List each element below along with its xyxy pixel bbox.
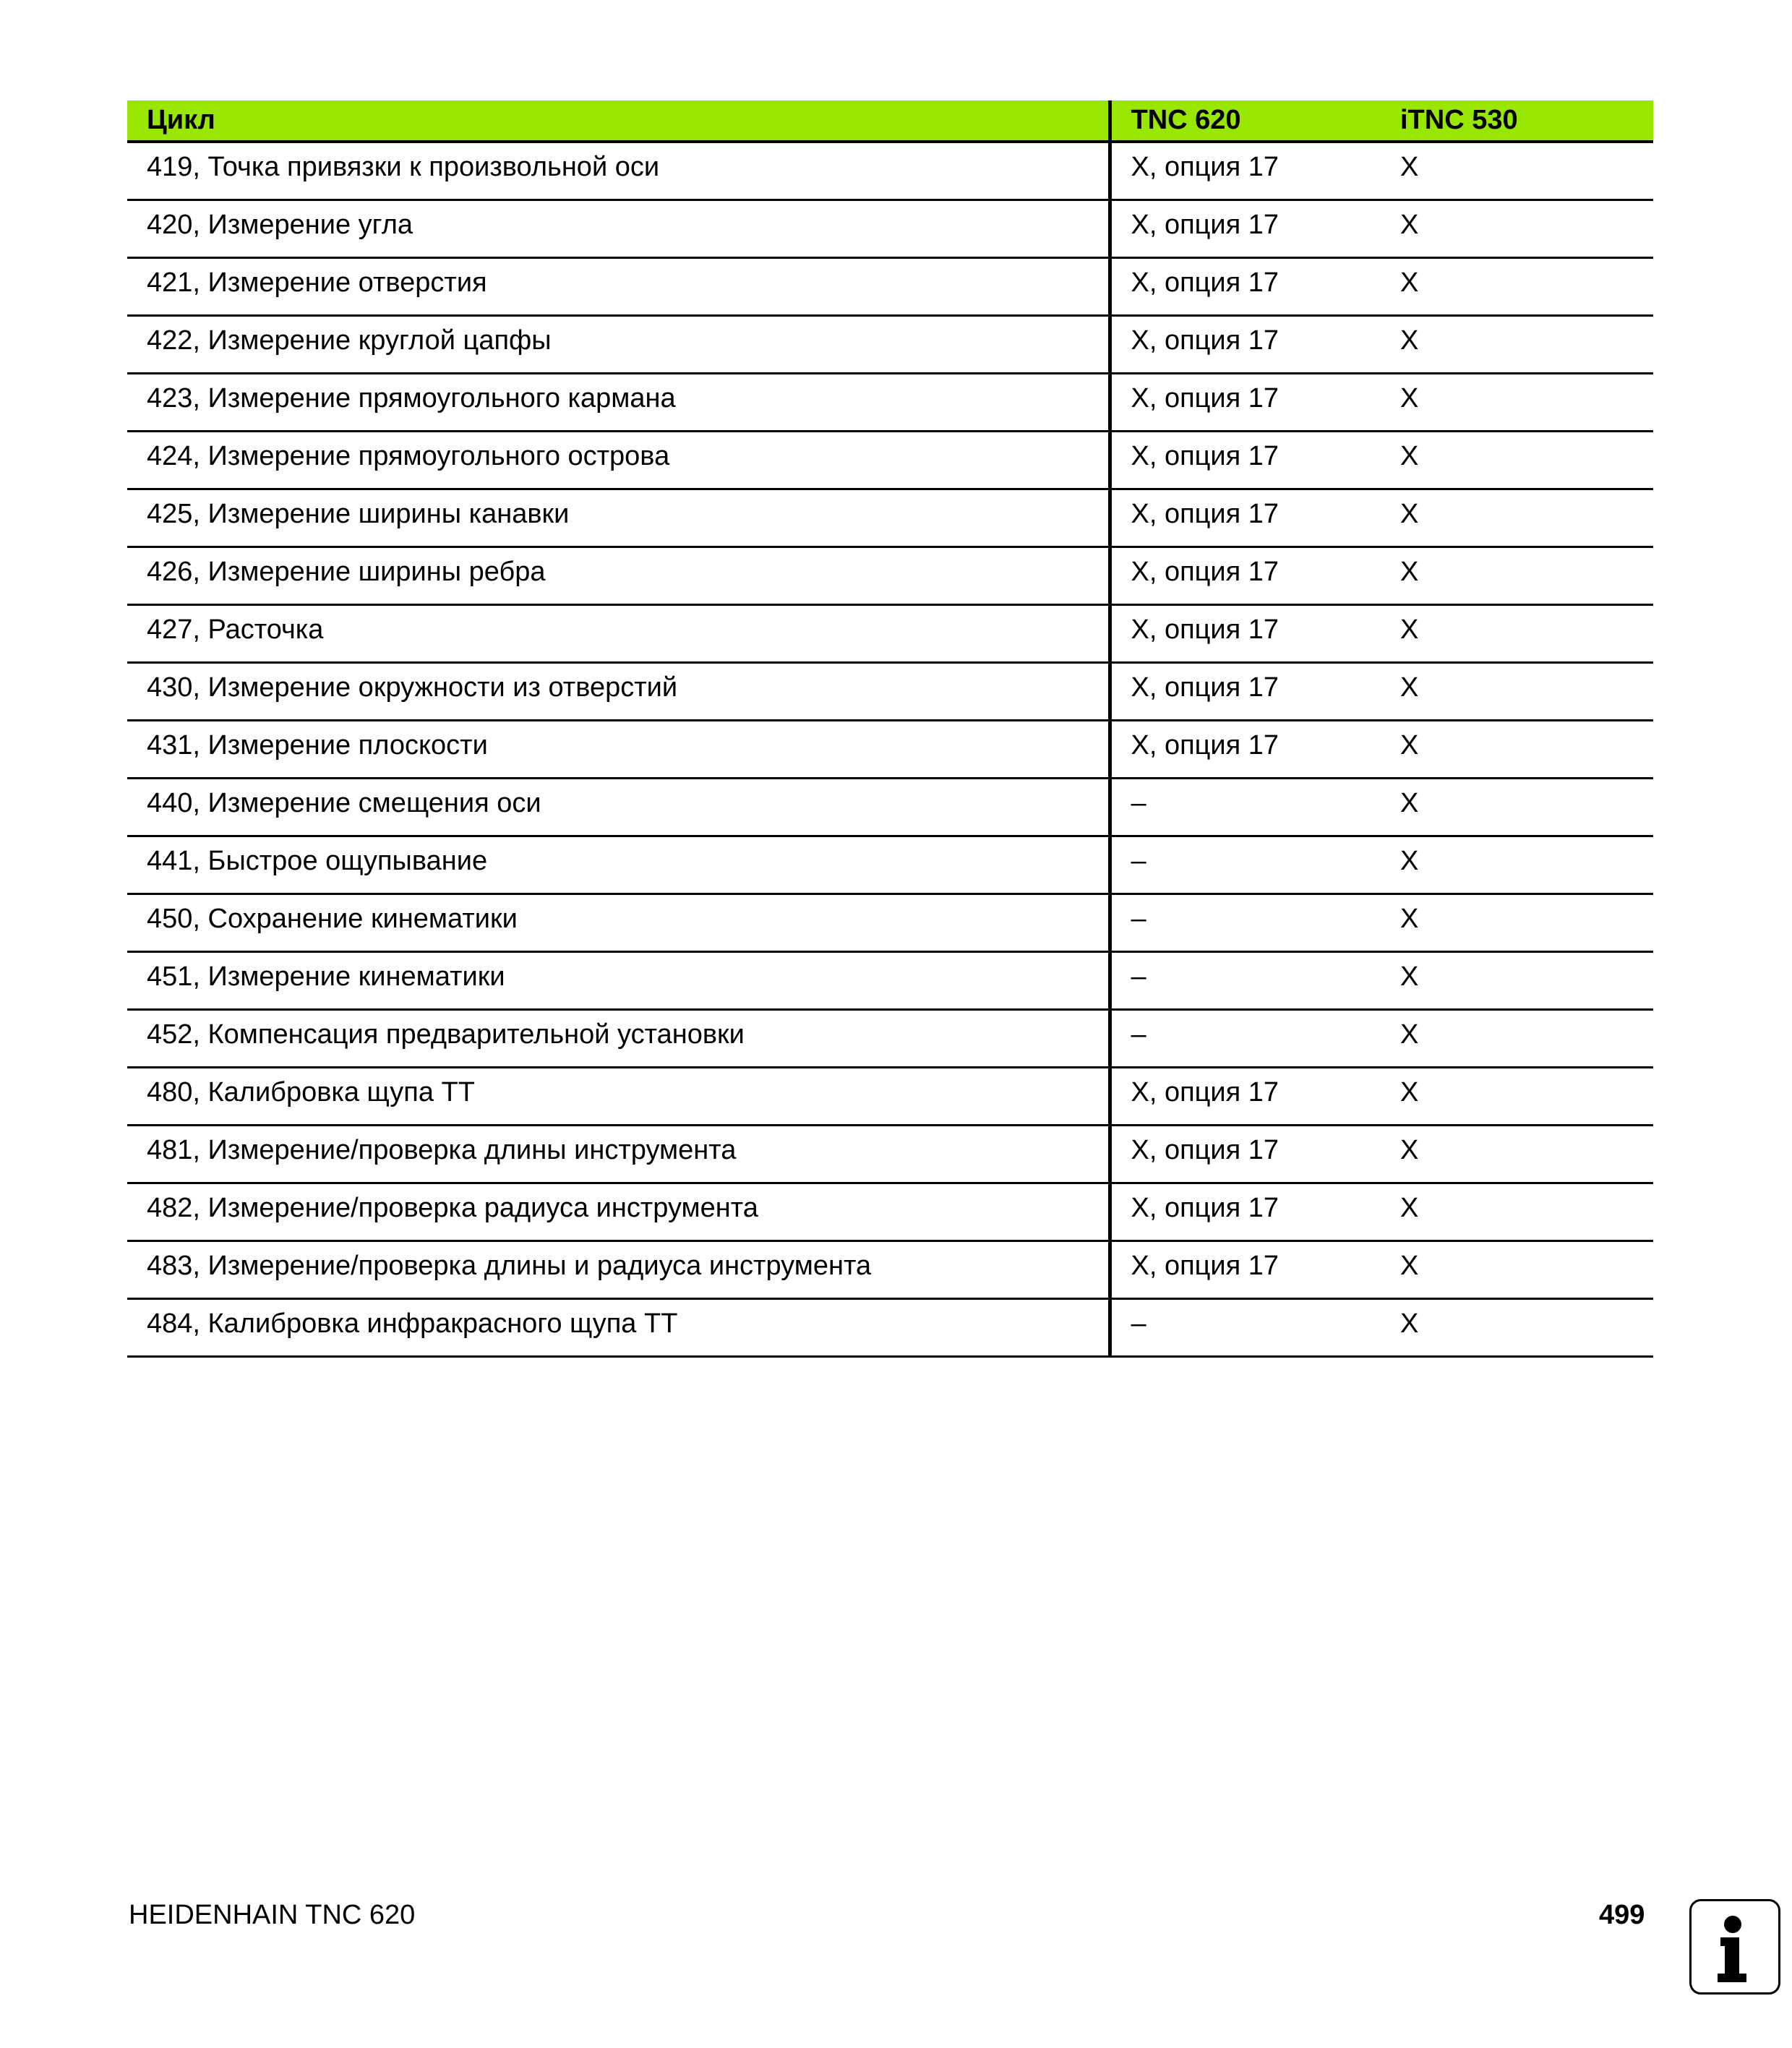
- cell-itnc530: X: [1381, 720, 1653, 778]
- cell-tnc620: X, опция 17: [1110, 1067, 1381, 1125]
- cell-tnc620: X, опция 17: [1110, 431, 1381, 489]
- cell-tnc620: –: [1110, 836, 1381, 894]
- cell-tnc620: X, опция 17: [1110, 720, 1381, 778]
- cell-itnc530: X: [1381, 1241, 1653, 1298]
- cell-cycle: 424, Измерение прямоугольного острова: [127, 431, 1110, 489]
- table-row: [127, 604, 1653, 662]
- cell-cycle: 451, Измерение кинематики: [127, 951, 1110, 1009]
- cell-itnc530: X: [1381, 373, 1653, 431]
- cell-tnc620: X, опция 17: [1110, 1125, 1381, 1183]
- cell-itnc530: X: [1381, 894, 1653, 951]
- table-row: [127, 1009, 1653, 1067]
- cell-cycle: 431, Измерение плоскости: [127, 720, 1110, 778]
- cell-tnc620: –: [1110, 951, 1381, 1009]
- cell-tnc620: X, опция 17: [1110, 257, 1381, 315]
- table-row: [127, 1298, 1653, 1356]
- cell-cycle: 425, Измерение ширины канавки: [127, 489, 1110, 547]
- cell-cycle: 422, Измерение круглой цапфы: [127, 315, 1110, 373]
- cell-itnc530: X: [1381, 1125, 1653, 1183]
- cell-cycle: 427, Расточка: [127, 604, 1110, 662]
- cell-cycle: 440, Измерение смещения оси: [127, 778, 1110, 836]
- cell-itnc530: X: [1381, 257, 1653, 315]
- cell-tnc620: –: [1110, 778, 1381, 836]
- header-itnc530: iTNC 530: [1381, 100, 1653, 142]
- table-row: [127, 1125, 1653, 1183]
- table-row: [127, 1183, 1653, 1241]
- cell-tnc620: –: [1110, 1298, 1381, 1356]
- cell-cycle: 441, Быстрое ощупывание: [127, 836, 1110, 894]
- cell-itnc530: X: [1381, 951, 1653, 1009]
- cell-cycle: 423, Измерение прямоугольного кармана: [127, 373, 1110, 431]
- cell-itnc530: X: [1381, 200, 1653, 257]
- cell-cycle: 483, Измерение/проверка длины и радиуса инструмента: [127, 1241, 1110, 1298]
- table-row: [127, 547, 1653, 604]
- cell-cycle: 430, Измерение окружности из отверстий: [127, 662, 1110, 720]
- cell-cycle: 481, Измерение/проверка длины инструмента: [127, 1125, 1110, 1183]
- cell-cycle: 480, Калибровка щупа TT: [127, 1067, 1110, 1125]
- cell-cycle: 426, Измерение ширины ребра: [127, 547, 1110, 604]
- cell-tnc620: X, опция 17: [1110, 315, 1381, 373]
- info-icon-glyph: [1692, 1901, 1778, 1992]
- table-body: [127, 142, 1653, 1356]
- cell-tnc620: X, опция 17: [1110, 142, 1381, 200]
- cell-itnc530: X: [1381, 431, 1653, 489]
- cell-tnc620: X, опция 17: [1110, 1183, 1381, 1241]
- table-row: [127, 1241, 1653, 1298]
- table-row: [127, 257, 1653, 315]
- table-row: [127, 315, 1653, 373]
- cell-itnc530: X: [1381, 1009, 1653, 1067]
- cell-cycle: 484, Калибровка инфракрасного щупа TT: [127, 1298, 1110, 1356]
- cell-tnc620: X, опция 17: [1110, 604, 1381, 662]
- cell-itnc530: X: [1381, 836, 1653, 894]
- header-tnc620: TNC 620: [1110, 100, 1381, 142]
- cell-cycle: 419, Точка привязки к произвольной оси: [127, 142, 1110, 200]
- cell-tnc620: X, опция 17: [1110, 489, 1381, 547]
- cell-itnc530: X: [1381, 142, 1653, 200]
- cell-itnc530: X: [1381, 662, 1653, 720]
- cell-itnc530: X: [1381, 547, 1653, 604]
- table-row: [127, 894, 1653, 951]
- cycles-table: [127, 100, 1653, 1358]
- cell-tnc620: X, опция 17: [1110, 1241, 1381, 1298]
- table-row: [127, 200, 1653, 257]
- cell-tnc620: X, опция 17: [1110, 547, 1381, 604]
- cell-itnc530: X: [1381, 489, 1653, 547]
- cell-cycle: 452, Компенсация предварительной установки: [127, 1009, 1110, 1067]
- info-icon: [1689, 1899, 1780, 1995]
- cell-cycle: 420, Измерение угла: [127, 200, 1110, 257]
- cell-cycle: 482, Измерение/проверка радиуса инструмента: [127, 1183, 1110, 1241]
- cycles-table-container: [127, 100, 1653, 1358]
- cell-itnc530: X: [1381, 778, 1653, 836]
- table-row: [127, 431, 1653, 489]
- page-number: 499: [1599, 1900, 1645, 1930]
- table-row: [127, 951, 1653, 1009]
- header-row: [127, 100, 1653, 142]
- cell-itnc530: X: [1381, 1183, 1653, 1241]
- footer-product-name: HEIDENHAIN TNC 620: [129, 1900, 416, 1930]
- cell-itnc530: X: [1381, 1298, 1653, 1356]
- cell-tnc620: –: [1110, 1009, 1381, 1067]
- table-row: [127, 720, 1653, 778]
- table-header: [127, 100, 1653, 142]
- header-cycle: Цикл: [127, 100, 1110, 142]
- table-row: [127, 1067, 1653, 1125]
- cell-tnc620: X, опция 17: [1110, 373, 1381, 431]
- cell-tnc620: X, опция 17: [1110, 200, 1381, 257]
- cell-tnc620: X, опция 17: [1110, 662, 1381, 720]
- table-row: [127, 142, 1653, 200]
- table-row: [127, 836, 1653, 894]
- table-row: [127, 373, 1653, 431]
- cell-cycle: 450, Сохранение кинематики: [127, 894, 1110, 951]
- cell-cycle: 421, Измерение отверстия: [127, 257, 1110, 315]
- table-row: [127, 489, 1653, 547]
- table-row: [127, 662, 1653, 720]
- cell-itnc530: X: [1381, 1067, 1653, 1125]
- table-row: [127, 778, 1653, 836]
- cell-itnc530: X: [1381, 604, 1653, 662]
- cell-tnc620: –: [1110, 894, 1381, 951]
- cell-itnc530: X: [1381, 315, 1653, 373]
